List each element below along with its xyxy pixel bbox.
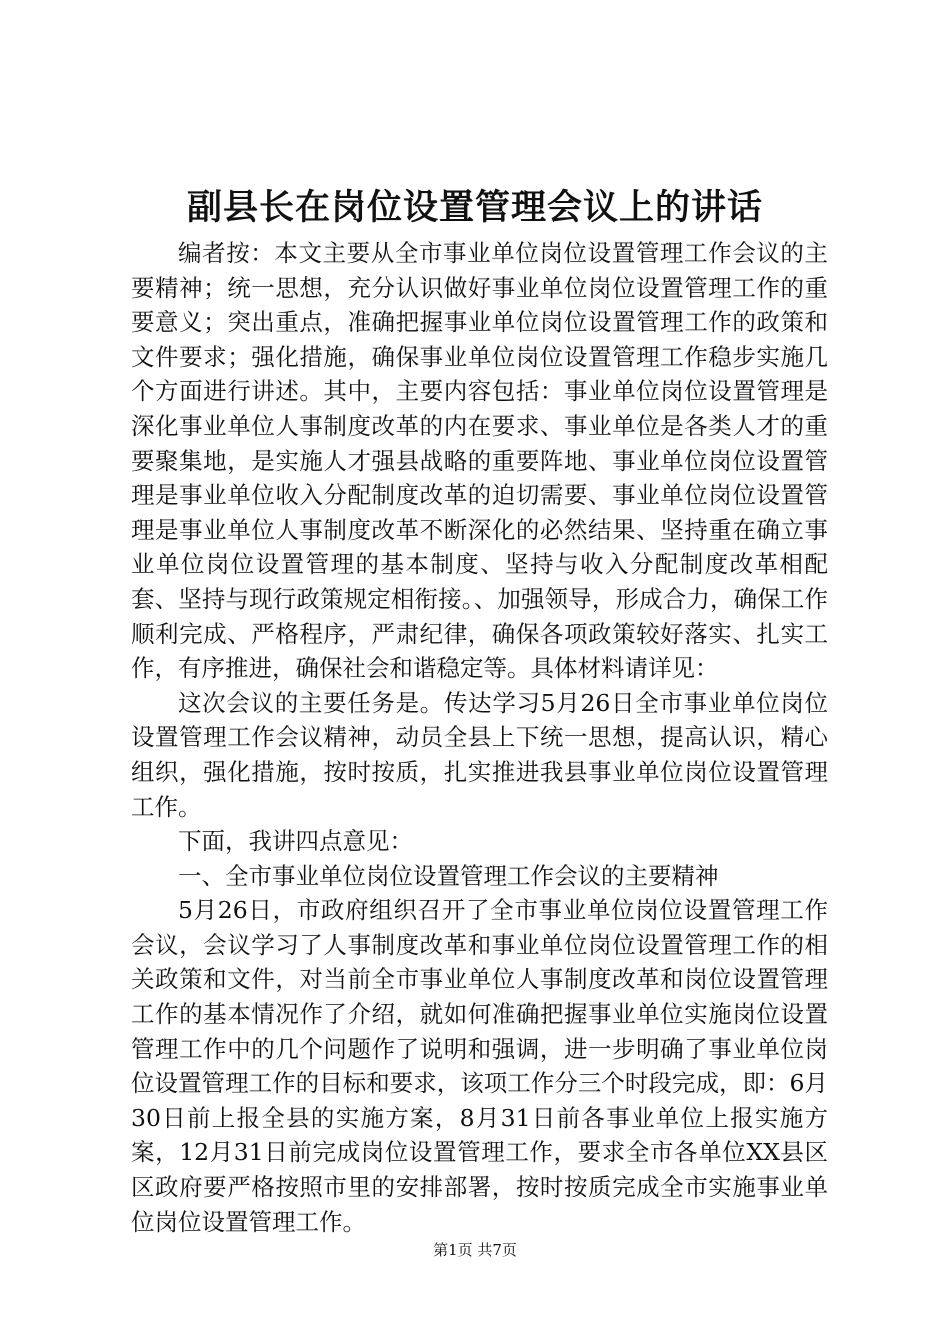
document-title: 副县长在岗位设置管理会议上的讲话 bbox=[186, 187, 763, 228]
editor-note-paragraph: 编者按：本文主要从全市事业单位岗位设置管理工作会议的主要精神；统一思想，充分认识做好事业单位岗位设置管理工作的重要意义；突出重点，准确把握事业单位岗位设置管理工作的政策和文件要求；强化措施，确保事业单位岗位设置管理工作稳步实施几个方面进行讲述。其中，主要内容包括：事业单位岗位设置管理是深化事业单位人事制度改革的内在要求、事业单位是各类人才的重要聚集地，是实施人才强县战略的重要阵地、事业单位岗位设置管理是事业单位收入分配制度改革的迫切需要、事业单位岗位设置管理是事业单位人事制度改革不断深化的必然结果、坚持重在确立事业单位岗位设置管理的基本制度、坚持与收入分配制度改革相配套、坚持与现行政策规定相衔接。、加强领导，形成合力，确保工作顺利完成、严格程序，严肃纪律，确保各项政策较好落实、扎实工作，有序推进，确保社会和谐稳定等。具体材料请详见： bbox=[131, 239, 828, 683]
intro-paragraph: 下面，我讲四点意见： bbox=[178, 827, 413, 856]
document-body bbox=[131, 236, 828, 1239]
page-footer: 第1页 共7页 bbox=[433, 1241, 517, 1259]
section-heading: 一、全市事业单位岗位设置管理工作会议的主要精神 bbox=[178, 861, 719, 890]
meeting-task-paragraph: 这次会议的主要任务是。传达学习5月26日全市事业单位岗位设置管理工作会议精神，动员全县上下统一思想，提高认识，精心组织，强化措施，按时按质，扎实推进我县事业单位岗位设置管理工作。 bbox=[131, 688, 828, 821]
section-content-paragraph: 5月26日，市政府组织召开了全市事业单位岗位设置管理工作会议，会议学习了人事制度改革和事业单位岗位设置管理工作的相关政策和文件，对当前全市事业单位人事制度改革和岗位设置管理工作的基本情况作了介绍，就如何准确把握事业单位实施岗位设置管理工作中的几个问题作了说明和强调，进一步明确了事业单位岗位设置管理工作的目标和要求，该项工作分三个时段完成，即：6月30日前上报全县的实施方案，8月31日前各事业单位上报实施方案，12月31日前完成岗位设置管理工作，要求全市各单位XX县区区政府要严格按照市里的安排部署，按时按质完成全市实施事业单位岗位设置管理工作。 bbox=[131, 896, 828, 1236]
